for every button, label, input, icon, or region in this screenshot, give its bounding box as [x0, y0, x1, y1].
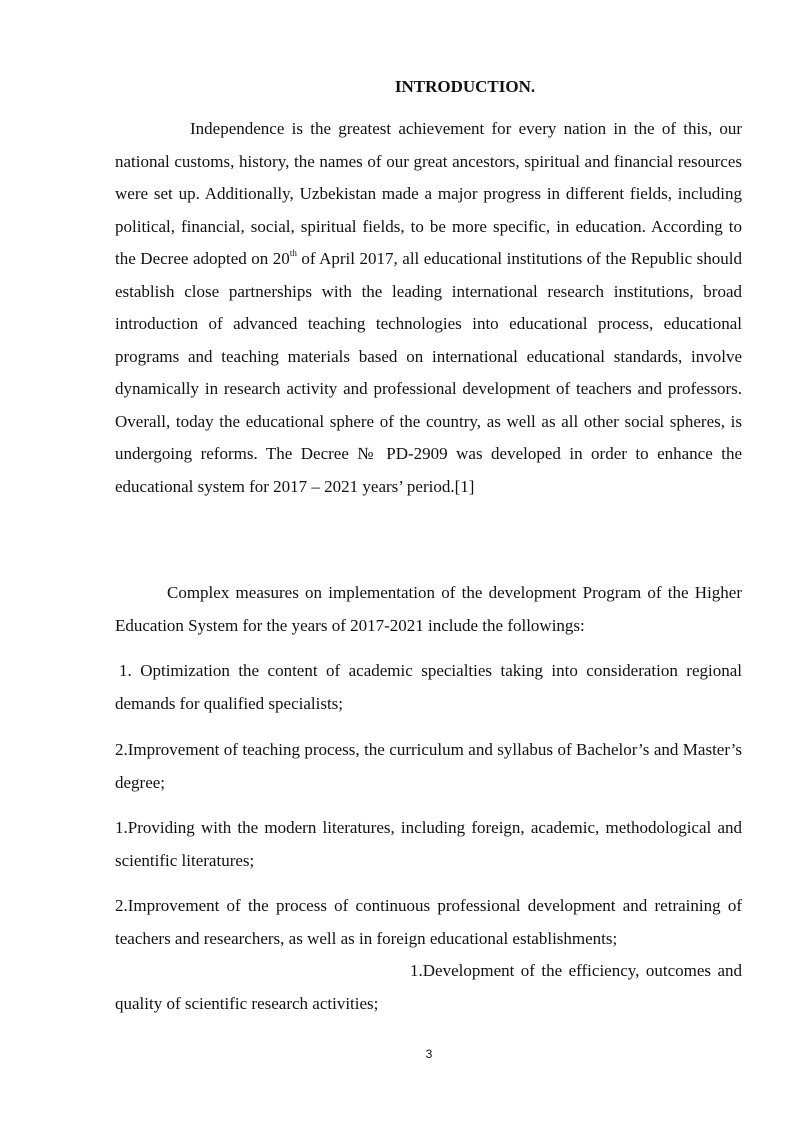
- page-title: INTRODUCTION.: [394, 77, 536, 96]
- list-item-professional-development: [115, 890, 742, 955]
- page-number: 3: [425, 1047, 433, 1061]
- intro-paragraph-text-2: of April 2017, all educational institutions of the Republic should establish close partnerships with the leading international research institutions, broad introduction of advanced teaching technologies into educational process, educational programs and teaching materials based on international educational standards, involve dynamically in research activity and professional development of teachers and professors. Overall, today the educational sphere of the country, as well as all other social spheres, is undergoing reforms. The Decree № PD-2909 was developed in order to enhance the educational system for 2017 – 2021 years’ period.[1]: [115, 249, 742, 496]
- list-item-teaching-process: 2.Improvement of teaching process, the curriculum and syllabus of Bachelor’s and Master’s degree;: [115, 740, 742, 792]
- list-item-optimization: 1. Optimization the content of academic specialties taking into consideration regional demands for qualified specialists;: [115, 661, 742, 713]
- intro-paragraph: [115, 113, 742, 503]
- list-item-professional-development-text: 2.Improvement of the process of continuous professional development and retraining of teachers and researchers, as well as in foreign educational establishments;: [115, 896, 742, 948]
- intro-paragraph-text-1: Independence is the greatest achievement for every nation in the of this, our national customs, history, the names of our great ancestors, spiritual and financial resources were set up. Additionally, Uzbekistan made a major progress in different fields, including political, financial, social, spiritual fields, to be more specific, in education. According to the Decree adopted on 20: [115, 119, 742, 268]
- list-item-research-efficiency-text: 1.Development of the efficiency, outcomes and quality of scientific research activities;: [115, 961, 742, 1013]
- superscript-th: th: [289, 248, 297, 258]
- list-item-research-efficiency: [115, 955, 742, 1020]
- measures-paragraph: Complex measures on implementation of the development Program of the Higher Education System for the years of 2017-2021 include the followings:: [115, 583, 742, 635]
- list-item-modern-literatures: 1.Providing with the modern literatures, including foreign, academic, methodological and scientific literatures;: [115, 818, 742, 870]
